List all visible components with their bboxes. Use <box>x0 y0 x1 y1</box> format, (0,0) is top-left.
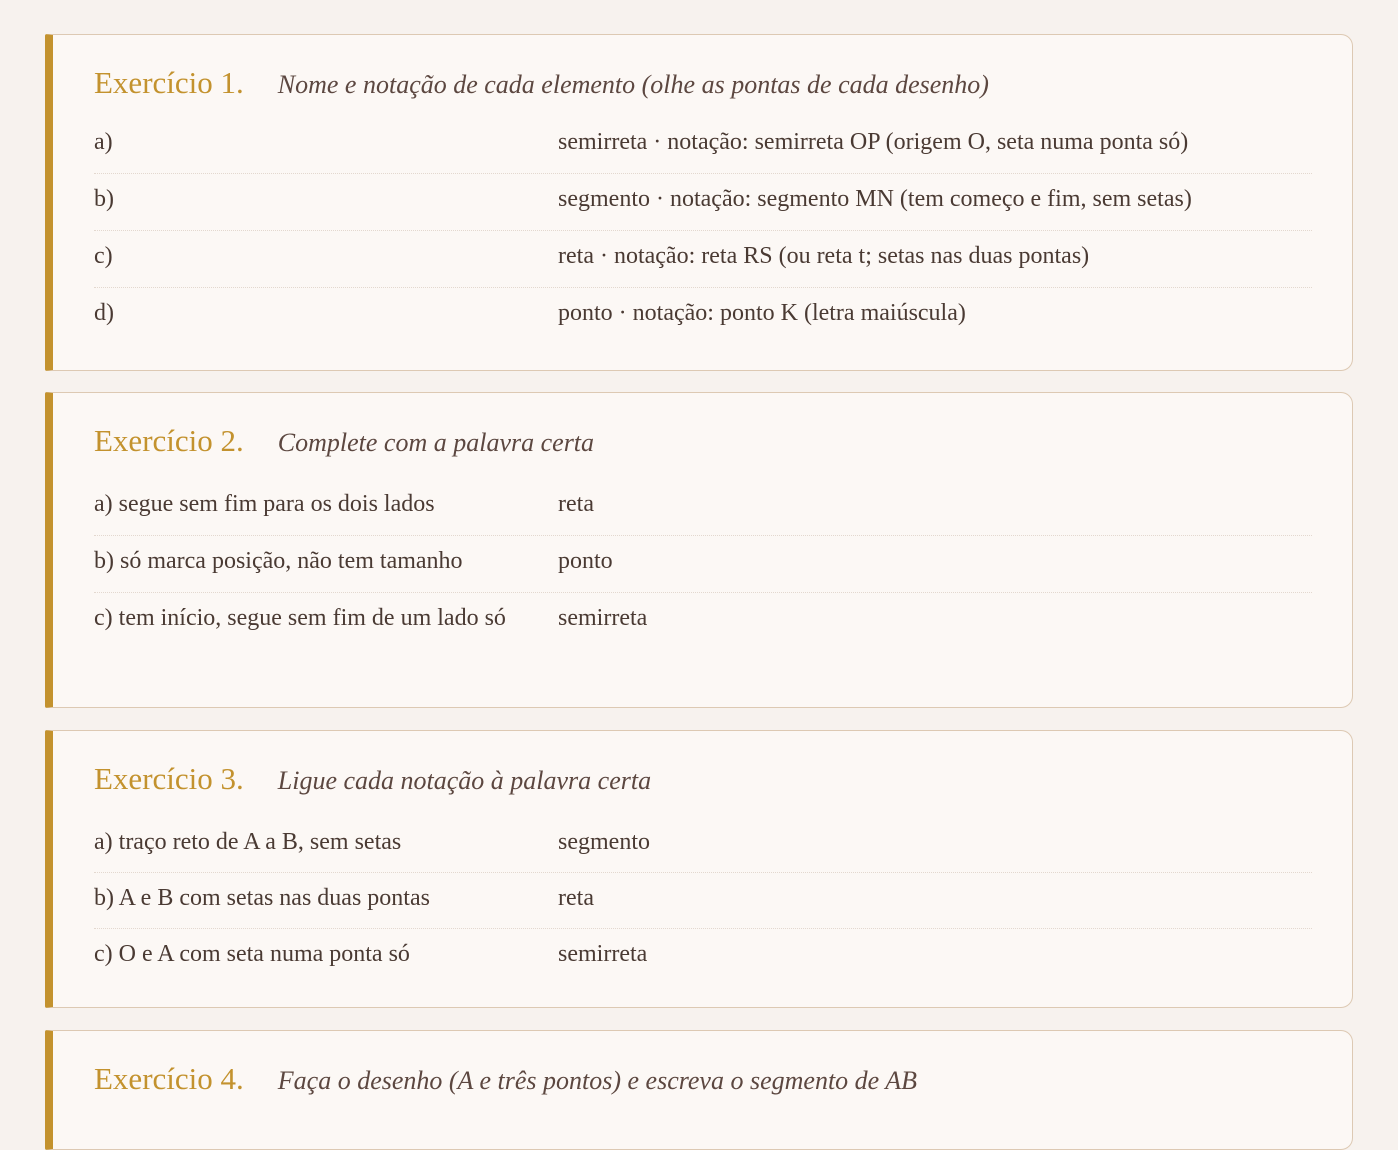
answer-row <box>94 929 1312 985</box>
exercise-label: Exercício 1. <box>94 65 244 100</box>
question-text: c) O e A com seta numa ponta só <box>94 941 410 967</box>
exercise-label: Exercício 3. <box>94 761 244 796</box>
answer-text: reta <box>558 491 594 517</box>
exercise-header <box>94 65 1312 109</box>
exercise-label: Exercício 4. <box>94 1061 244 1096</box>
question-text: a) traço reto de A a B, sem setas <box>94 829 402 855</box>
answer-text: ponto <box>558 548 613 574</box>
answer-row <box>94 174 1312 231</box>
question-text: b) só marca posição, não tem tamanho <box>94 548 463 574</box>
answer-row <box>94 593 1312 650</box>
answer-text: reta · notação: reta RS (ou reta t; setas nas duas pontas) <box>558 243 1090 269</box>
answer-text: segmento · notação: segmento MN (tem começo e fim, sem setas) <box>558 186 1192 212</box>
answer-text: semirreta <box>558 605 648 631</box>
exercise-header <box>94 1061 1312 1105</box>
exercise-instruction: Ligue cada notação à palavra certa <box>277 766 652 795</box>
question-text: a) <box>94 129 113 155</box>
answer-row <box>94 817 1312 873</box>
answer-row <box>94 536 1312 593</box>
answer-row <box>94 288 1312 345</box>
exercise-1-card <box>45 34 1353 371</box>
answer-text: semirreta · notação: semirreta OP (origem O, seta numa ponta só) <box>558 129 1189 155</box>
exercise-3-card <box>45 730 1353 1008</box>
answer-text: reta <box>558 885 594 911</box>
question-text: b) A e B com setas nas duas pontas <box>94 885 430 911</box>
question-text: d) <box>94 300 114 326</box>
question-text: c) <box>94 243 113 269</box>
question-text: a) segue sem fim para os dois lados <box>94 491 435 517</box>
exercise-header <box>94 761 1312 805</box>
exercise-header <box>94 423 1312 467</box>
exercise-2-card <box>45 392 1353 708</box>
question-text: c) tem início, segue sem fim de um lado só <box>94 605 506 631</box>
exercise-instruction: Faça o desenho (A e três pontos) e escreva o segmento de AB <box>277 1066 917 1095</box>
answer-row <box>94 117 1312 174</box>
answer-row <box>94 479 1312 536</box>
exercise-4-card <box>45 1030 1353 1150</box>
exercise-label: Exercício 2. <box>94 423 244 458</box>
exercise-instruction: Nome e notação de cada elemento (olhe as pontas de cada desenho) <box>277 70 989 99</box>
answer-text: ponto · notação: ponto K (letra maiúscula) <box>558 300 966 326</box>
question-text: b) <box>94 186 114 212</box>
exercise-instruction: Complete com a palavra certa <box>277 428 595 457</box>
answer-text: semirreta <box>558 941 648 967</box>
answer-row <box>94 231 1312 288</box>
answer-text: segmento <box>558 829 650 855</box>
answer-row <box>94 873 1312 929</box>
